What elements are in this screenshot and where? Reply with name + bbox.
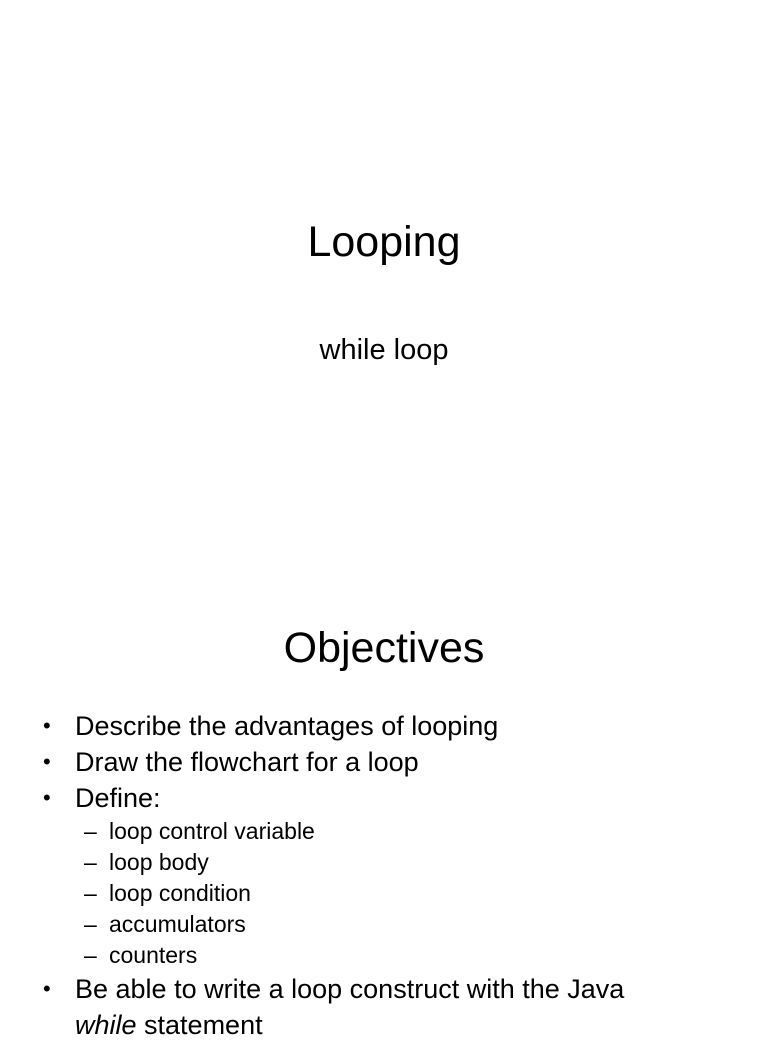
slide-objectives bbox=[0, 576, 768, 1040]
list-item bbox=[0, 780, 768, 816]
dash-icon: – bbox=[84, 849, 97, 875]
bullet-icon: • bbox=[43, 713, 51, 738]
dash-icon: – bbox=[84, 911, 97, 937]
dash-icon: – bbox=[84, 818, 97, 844]
list-item bbox=[0, 744, 768, 780]
sub-item-text: loop body bbox=[109, 849, 209, 875]
objectives-heading: Objectives bbox=[283, 624, 485, 672]
bullet-text: Draw the flowchart for a loop bbox=[75, 747, 419, 777]
define-sublist bbox=[0, 816, 768, 971]
list-item bbox=[0, 708, 768, 744]
bullet-icon: • bbox=[43, 749, 51, 774]
bullet-icon: • bbox=[43, 785, 51, 810]
bullet-text: Describe the advantages of looping bbox=[75, 711, 499, 741]
statement-text: statement bbox=[136, 1010, 263, 1040]
list-item bbox=[0, 816, 768, 847]
list-item bbox=[0, 847, 768, 878]
sub-item-text: loop control variable bbox=[109, 818, 315, 844]
list-item bbox=[0, 971, 768, 1043]
sub-item-text: accumulators bbox=[109, 911, 246, 937]
slide-subtitle: while loop bbox=[319, 334, 449, 366]
while-keyword: while bbox=[75, 1010, 137, 1040]
define-sublist-container bbox=[0, 816, 768, 971]
list-item bbox=[0, 909, 768, 940]
bullet-text: Define: bbox=[75, 783, 161, 813]
dash-icon: – bbox=[84, 880, 97, 906]
bullet-text: Be able to write a loop construct with the Java bbox=[75, 974, 625, 1004]
objectives-list bbox=[0, 708, 768, 1043]
bullet-icon: • bbox=[43, 976, 51, 1001]
list-item bbox=[0, 878, 768, 909]
slide-title-heading: Looping bbox=[307, 218, 461, 266]
sub-item-text: loop condition bbox=[109, 880, 251, 906]
sub-item-text: counters bbox=[109, 942, 198, 968]
list-item bbox=[0, 940, 768, 971]
dash-icon: – bbox=[84, 942, 97, 968]
